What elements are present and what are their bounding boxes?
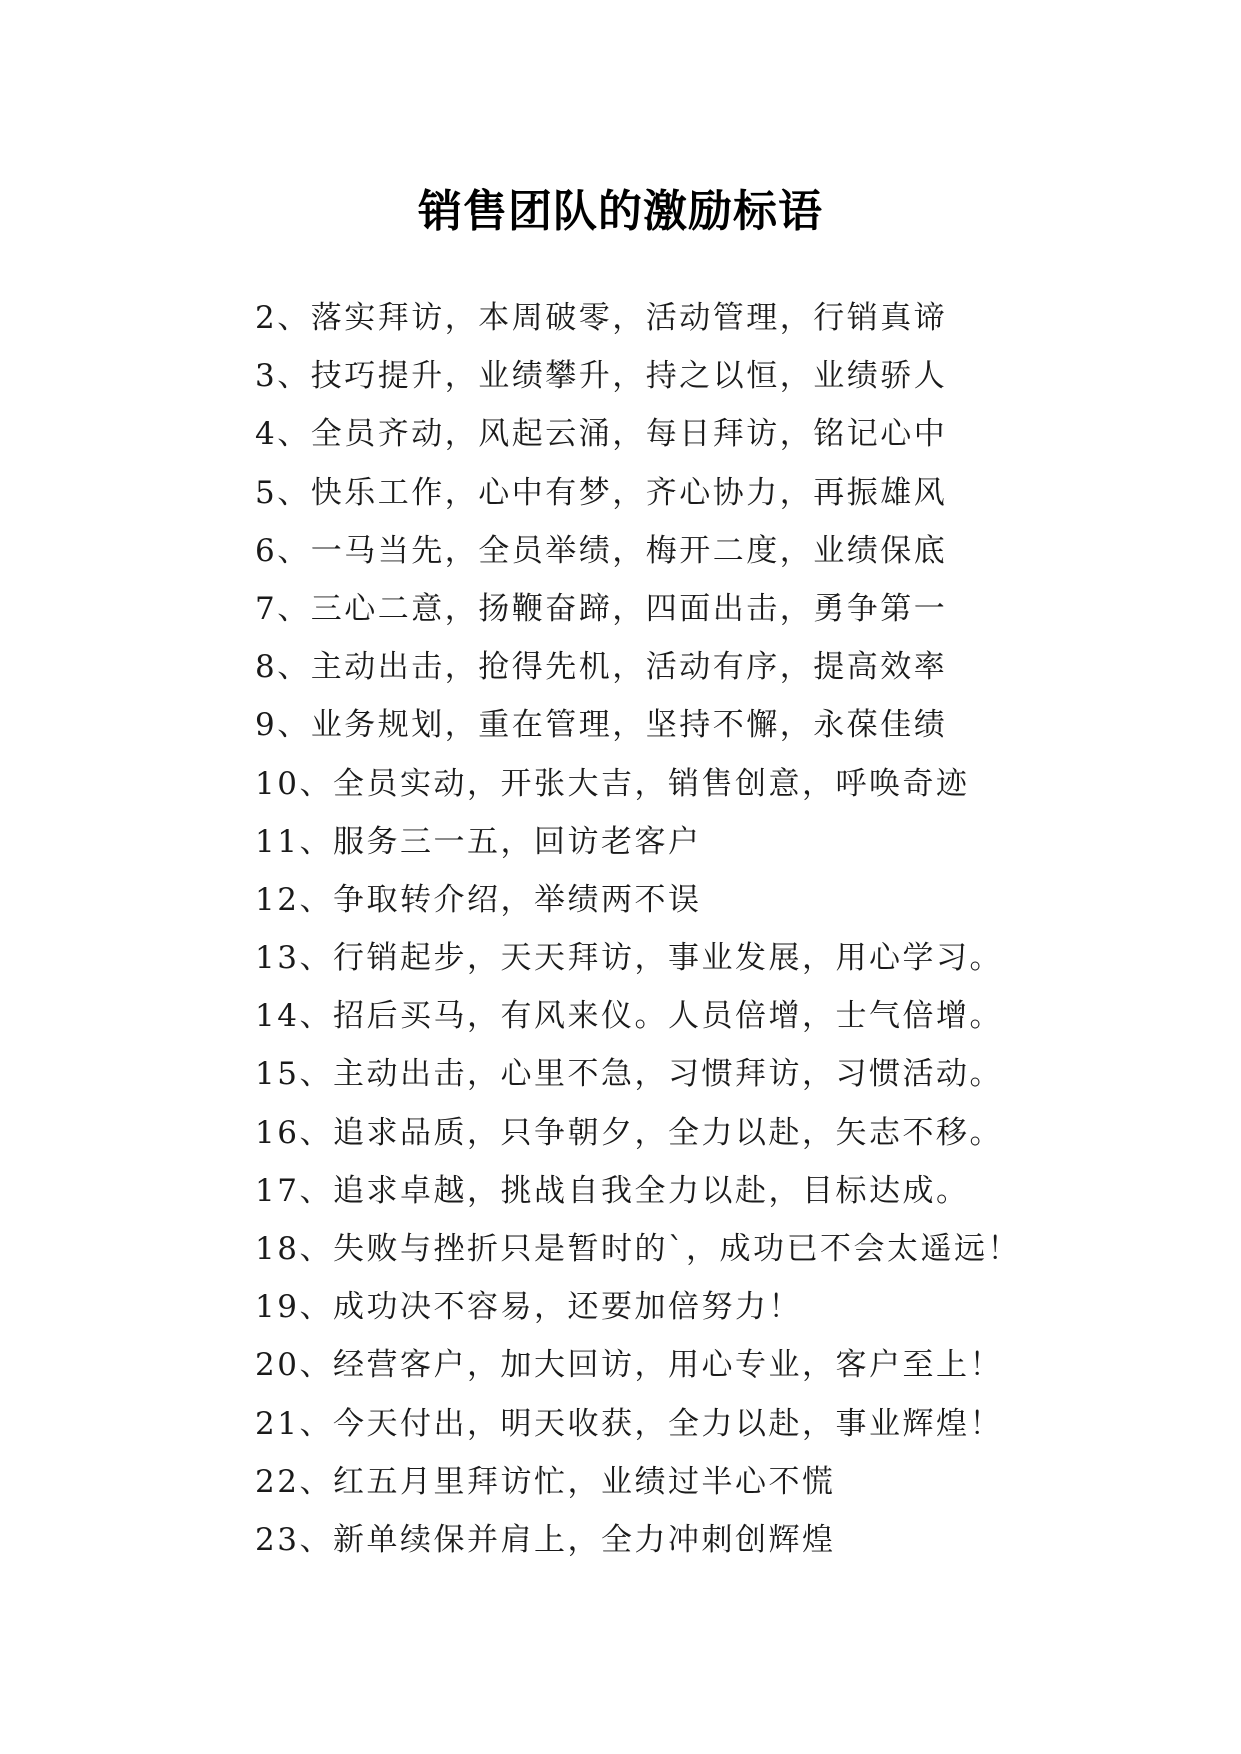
list-item: 2、落实拜访，本周破零，活动管理，行销真谛 <box>255 300 948 336</box>
list-item: 21、今天付出，明天收获，全力以赴，事业辉煌！ <box>255 1405 1003 1442</box>
list-item: 12、争取转介绍，举绩两不误 <box>255 881 702 918</box>
list-item: 22、红五月里拜访忙，业绩过半心不慌 <box>255 1463 836 1500</box>
list-item: 19、成功决不容易，还要加倍努力！ <box>255 1289 802 1326</box>
list-item: 14、招后买马，有风来仪。人员倍增，士气倍增。 <box>255 998 1003 1035</box>
list-item: 23、新单续保并肩上，全力冲刺创辉煌 <box>255 1521 836 1558</box>
page-title: 销售团队的激励标语 <box>418 186 823 238</box>
list-item: 3、技巧提升，业绩攀升，持之以恒，业绩骄人 <box>255 358 948 395</box>
list-item: 9、业务规划，重在管理，坚持不懈，永葆佳绩 <box>255 707 948 744</box>
list-item: 16、追求品质，只争朝夕，全力以赴，矢志不移。 <box>255 1114 1003 1151</box>
list-item: 20、经营客户，加大回访，用心专业，客户至上！ <box>255 1347 1003 1384</box>
list-item: 10、全员实动，开张大吉，销售创意，呼唤奇迹 <box>255 765 970 802</box>
list-item: 7、三心二意，扬鞭奋蹄，四面出击，勇争第一 <box>255 590 948 627</box>
slogan-list <box>255 289 1021 1569</box>
list-item: 17、追求卓越，挑战自我全力以赴，目标达成。 <box>255 1172 970 1209</box>
list-item: 11、服务三一五，回访老客户 <box>255 823 702 860</box>
list-item: 8、主动出击，抢得先机，活动有序，提高效率 <box>255 649 948 686</box>
list-item: 6、一马当先，全员举绩，梅开二度，业绩保底 <box>255 532 948 569</box>
list-item: 13、行销起步，天天拜访，事业发展，用心学习。 <box>255 940 1003 977</box>
list-item: 4、全员齐动，风起云涌，每日拜访，铭记心中 <box>255 416 948 453</box>
list-item: 5、快乐工作，心中有梦，齐心协力，再振雄风 <box>255 474 948 511</box>
list-item: 15、主动出击，心里不急，习惯拜访，习惯活动。 <box>255 1056 1003 1093</box>
list-item: 18、失败与挫折只是暂时的`，成功已不会太遥远！ <box>255 1231 1021 1267</box>
